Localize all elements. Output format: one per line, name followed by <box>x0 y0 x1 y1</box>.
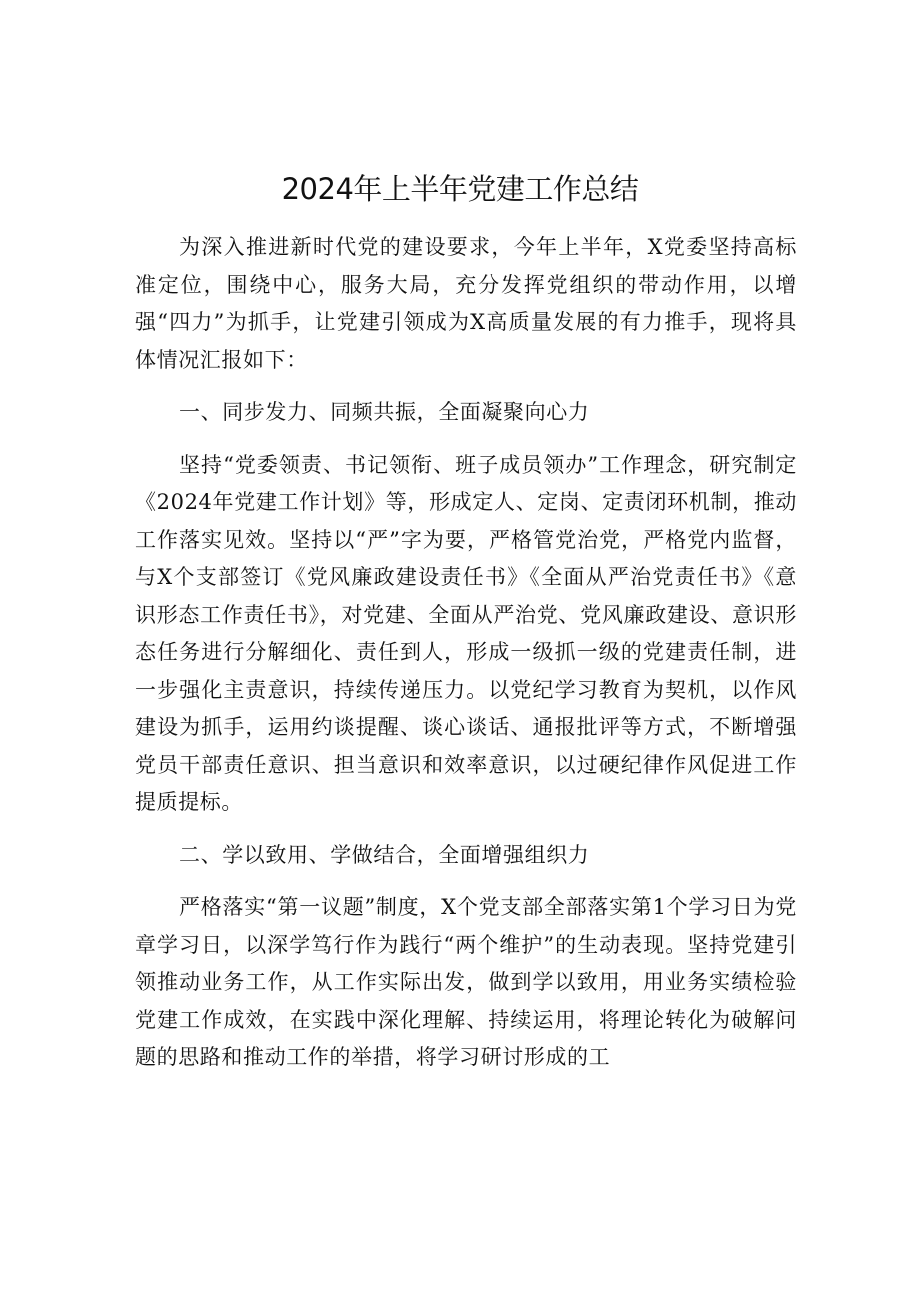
section-2-paragraph: 严格落实“第一议题”制度，X个党支部全部落实第1个学习日为党章学习日，以深学笃行作为践行“两个维护”的生动表现。坚持党建引领推动业务工作，从工作实际出发，做到学以致用，用业务实绩检验党建工作成效，在实践中深化理解、持续运用，将理论转化为破解问题的思路和推动工作的举措，将学习研讨形成的工 <box>135 895 797 1069</box>
intro-paragraph: 为深入推进新时代党的建设要求，今年上半年，X党委坚持高标准定位，围绕中心，服务大局，充分发挥党组织的带动作用，以增强“四力”为抓手，让党建引领成为X高质量发展的有力推手，现将具体情况汇报如下： <box>135 235 797 372</box>
document-body <box>135 229 797 1092</box>
document-title: 2024年上半年党建工作总结 <box>281 172 639 206</box>
section-1-heading: 一、同步发力、同频共振，全面凝聚向心力 <box>179 400 590 424</box>
section-2-heading: 二、学以致用、学做结合，全面增强组织力 <box>179 842 590 867</box>
section-1-paragraph: 坚持“党委领责、书记领衔、班子成员领办”工作理念，研究制定《2024年党建工作计划》等，形成定人、定岗、定责闭环机制，推动工作落实见效。坚持以“严”字为要，严格管党治党，严格党内监督，与X个支部签订《党风廉政建设责任书》《全面从严治党责任书》《意识形态工作责任书》，对党建、全面从严治党、党风廉政建设、意识形态任务进行分解细化、责任到人，形成一级抓一级的党建责任制，进一步强化主责意识，持续传递压力。以党纪学习教育为契机，以作风建设为抓手，运用约谈提醒、谈心谈话、通报批评等方式，不断增强党员干部责任意识、担当意识和效率意识，以过硬纪律作风促进工作提质提标。 <box>135 452 797 814</box>
